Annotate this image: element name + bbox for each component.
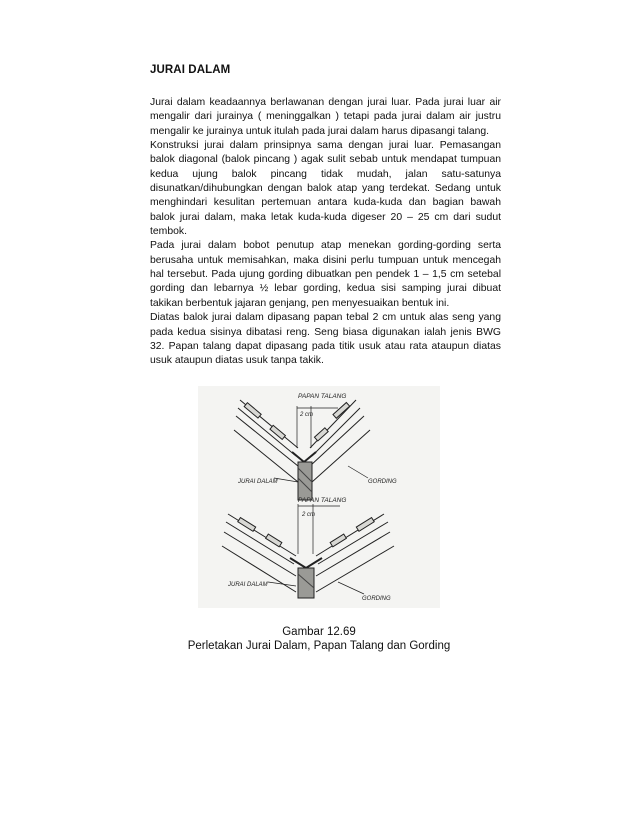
section-heading: JURAI DALAM	[150, 64, 231, 76]
top-jurai-dalam-label: JURAI DALAM	[238, 479, 278, 485]
drawing-svg	[198, 386, 440, 608]
roof-valley-drawing	[198, 386, 440, 608]
bottom-jurai-dalam-label: JURAI DALAM	[228, 582, 268, 588]
top-gording-label: GORDING	[368, 479, 397, 485]
bottom-dimension-label: 2 cm	[302, 512, 316, 518]
paragraph-4: Diatas balok jurai dalam dipasang papan tebal 2 cm untuk alas seng yang pada kedua sisinya dibatasi reng. Seng biasa digunakan ialah jenis BWG 32. Papan talang dapat dipasang pada titik usuk atau rata ataupun diatas usuk ataupun diatas usuk tanpa takik.	[150, 312, 501, 367]
figure-number: Gambar 12.69	[282, 626, 356, 638]
top-papan-talang-label: PAPAN TALANG	[298, 393, 347, 400]
bottom-papan-talang-label: PAPAN TALANG	[298, 497, 347, 504]
paragraph-2: Konstruksi jurai dalam prinsipnya sama dengan jurai luar. Pemasangan balok diagonal (balok pincang ) agak sulit sebab untuk mendapat tumpuan kedua ujung balok pincang tidak mudah, jalan satu-satunya disunatkan/dihubungkan dengan balok atap yang terdekat. Sedang untuk menghindari kesulitan pertemuan antara kuda-kuda dan bagian bawah balok jurai dalam, maka letak kuda-kuda digeser 20 – 25 cm dari sudut tembok.	[150, 140, 501, 238]
body-text	[150, 96, 501, 369]
bottom-gording-label: GORDING	[362, 596, 391, 602]
paragraph-3: Pada jurai dalam bobot penutup atap menekan gording-gording serta berusaha untuk memisahkan, maka disini perlu tumpuan untuk mencegah hal tersebut. Pada ujung gording dibuatkan pen pendek 1 – 1,5 cm setebal gording dan lebarnya ½ lebar gording, kedua sisi samping jurai dibuat takikan berbentuk jajaran genjang, pen menyesuaikan bentuk ini.	[150, 240, 501, 309]
top-dimension-label: 2 cm	[300, 412, 314, 418]
paragraph-1: Jurai dalam keadaannya berlawanan dengan jurai luar. Pada jurai luar air mengalir dari jurainya ( meninggalkan ) tetapi pada jurai dalam air justru mengalir ke jurainya untuk itulah pada jurai dalam harus dipasangi talang.	[150, 97, 501, 137]
figure-title: Perletakan Jurai Dalam, Papan Talang dan Gording	[187, 640, 451, 652]
